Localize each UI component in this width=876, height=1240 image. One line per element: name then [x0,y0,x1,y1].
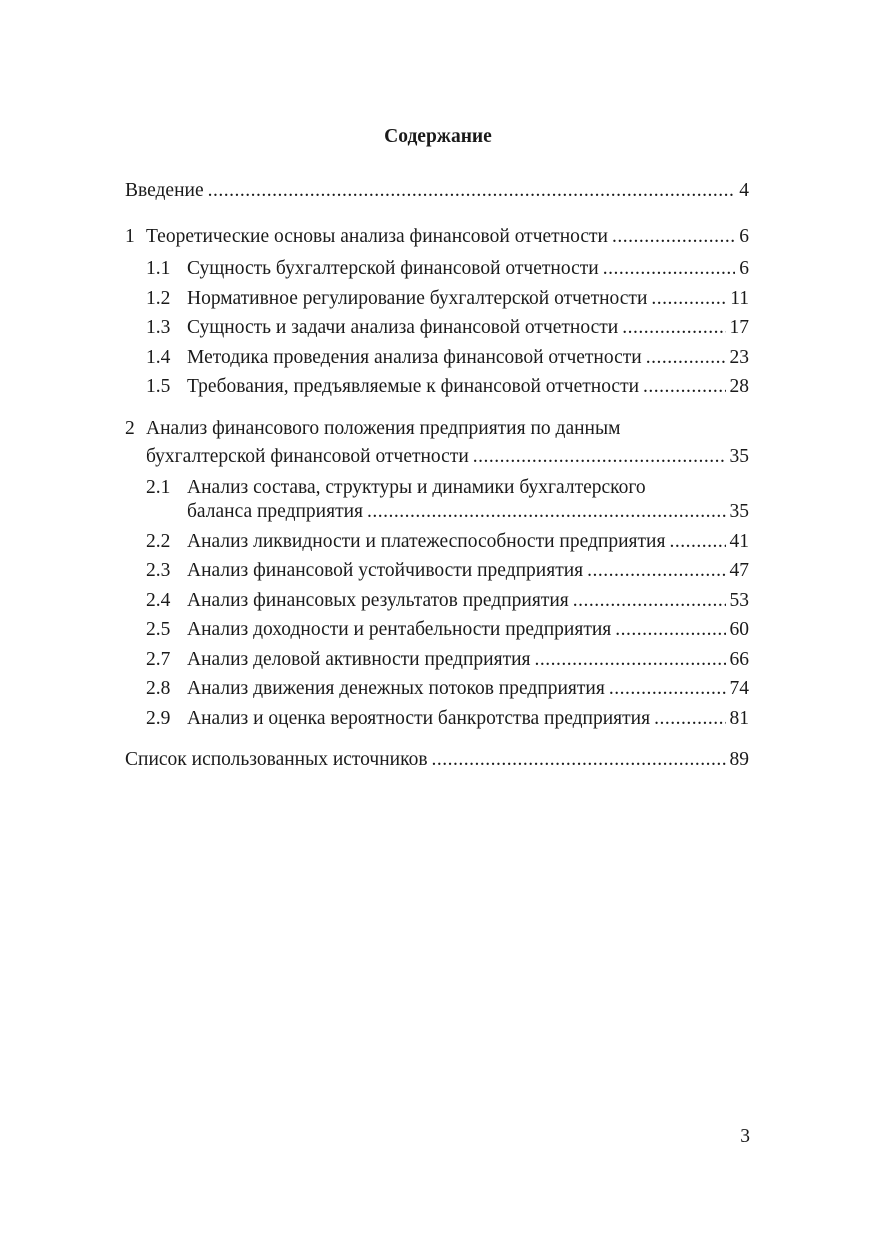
toc-entry-title: Анализ состава, структуры и динамики бухгалтерского [187,477,646,498]
toc-section-number: 2.4 [146,590,171,611]
dot-leader [367,500,725,524]
toc-section-2-7[interactable] [146,648,749,672]
toc-section-1-3[interactable] [146,316,749,340]
toc-entry-title: Методика проведения анализа финансовой отчетности [187,347,642,368]
toc-section-number: 2.9 [146,708,171,729]
toc-section-1-4[interactable] [146,346,749,370]
toc-chapter-number: 2 [125,418,135,439]
dot-leader [669,530,725,554]
toc-section-number: 2.7 [146,649,171,670]
toc-entry-title: Анализ финансовой устойчивости предприятия [187,560,584,581]
toc-entry-page: 35 [729,501,749,522]
toc-section-1-2[interactable] [146,287,749,311]
toc-chapter-number: 1 [125,226,135,247]
toc-section-2-9[interactable] [146,707,749,731]
toc-section-number: 2.5 [146,619,171,640]
toc-entry-title: Анализ и оценка вероятности банкротства предприятия [187,708,651,729]
toc-entry-page: 17 [729,317,749,338]
toc-entry-page: 23 [729,347,749,368]
toc-section-1-5[interactable] [146,375,749,399]
toc-entry-sources[interactable] [125,748,749,772]
page-title: Содержание [384,126,492,147]
toc-entry-title: Сущность и задачи анализа финансовой отчетности [187,317,619,338]
toc-entry-page: 6 [739,226,749,247]
toc-chapter-1[interactable] [125,225,749,249]
toc-entry-page: 6 [739,258,749,279]
toc-entry-title: Теоретические основы анализа финансовой отчетности [146,226,608,247]
toc-section-number: 2.2 [146,531,171,552]
toc-entry-page: 60 [729,619,749,640]
toc-section-2-3[interactable] [146,559,749,583]
toc-section-number: 1.4 [146,347,171,368]
toc-entry-page: 35 [729,446,749,467]
toc-chapter-2[interactable] [125,417,749,441]
toc-section-2-8[interactable] [146,677,749,701]
toc-entry-page: 47 [729,560,749,581]
toc-entry-title: бухгалтерской финансовой отчетности [146,446,469,467]
toc-entry-title: Анализ ликвидности и платежеспособности предприятия [187,531,666,552]
dot-leader [587,559,725,583]
dot-leader [208,179,736,203]
toc-section-number: 2.1 [146,477,171,498]
dot-leader [609,677,726,701]
toc-entry-intro[interactable] [125,179,749,203]
toc-entry-page: 53 [729,590,749,611]
dot-leader [615,618,725,642]
toc-entry-page: 66 [729,649,749,670]
toc-section-1-1[interactable] [146,257,749,281]
toc-entry-title: Сущность бухгалтерской финансовой отчетности [187,258,599,279]
page-number: 3 [740,1126,750,1147]
dot-leader [643,375,725,399]
dot-leader [535,648,726,672]
toc-section-number: 1.1 [146,258,171,279]
toc-entry-title: баланса предприятия [187,501,364,522]
toc-section-2-1[interactable] [146,476,749,500]
toc-entry-page: 81 [729,708,749,729]
dot-leader [473,445,726,469]
dot-leader [612,225,735,249]
toc-section-2-2[interactable] [146,530,749,554]
toc-entry-title: Список использованных источников [125,749,428,770]
toc-section-2-4[interactable] [146,589,749,613]
toc-entry-title: Нормативное регулирование бухгалтерской отчетности [187,288,648,309]
dot-leader [646,346,726,370]
toc-section-number: 1.2 [146,288,171,309]
toc-entry-page: 74 [729,678,749,699]
dot-leader [651,287,726,311]
toc-entry-title: Требования, предъявляемые к финансовой отчетности [187,376,640,397]
toc-section-2-5[interactable] [146,618,749,642]
toc-entry-title: Анализ доходности и рентабельности предприятия [187,619,612,640]
toc-entry-page: 89 [729,749,749,770]
dot-leader [654,707,725,731]
dot-leader [622,316,725,340]
toc-section-number: 1.3 [146,317,171,338]
toc-entry-page: 28 [729,376,749,397]
dot-leader [573,589,726,613]
toc-entry-title: Анализ финансовых результатов предприятия [187,590,569,611]
toc-entry-title: Анализ деловой активности предприятия [187,649,531,670]
toc-section-2-1-continued[interactable] [187,500,749,524]
toc-section-number: 1.5 [146,376,171,397]
toc-entry-title: Анализ финансового положения предприятия по данным [146,418,621,439]
toc-section-number: 2.3 [146,560,171,581]
toc-entry-title: Анализ движения денежных потоков предприятия [187,678,605,699]
toc-entry-page: 41 [729,531,749,552]
dot-leader [603,257,736,281]
toc-section-number: 2.8 [146,678,171,699]
toc-chapter-2-continued[interactable] [146,445,749,469]
toc-entry-page: 11 [730,288,749,309]
toc-entry-page: 4 [739,180,749,201]
toc-entry-title: Введение [125,180,204,201]
dot-leader [432,748,726,772]
